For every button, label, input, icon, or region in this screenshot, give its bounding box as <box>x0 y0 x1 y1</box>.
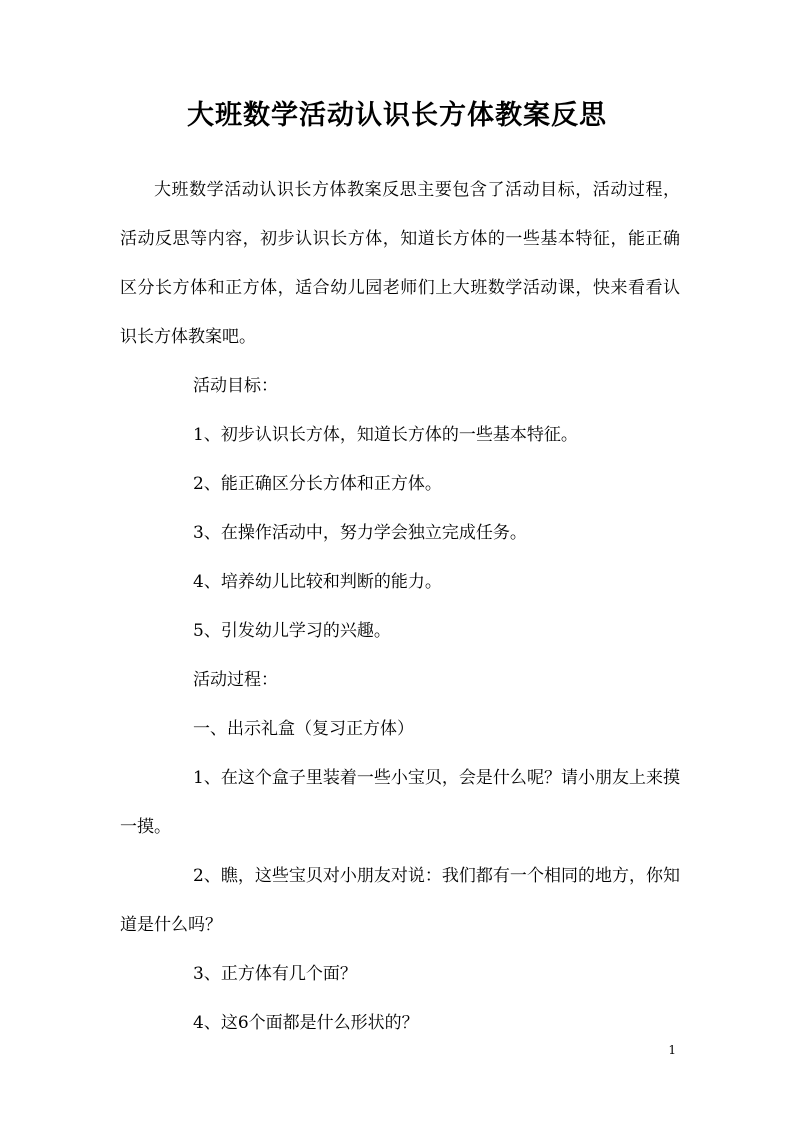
goal-item: 2、能正确区分长方体和正方体。 <box>193 474 442 494</box>
process-subheading: 一、出示礼盒（复习正方体） <box>193 719 414 739</box>
section-heading-process: 活动过程： <box>193 670 278 690</box>
process-step: 4、这6个面都是什么形状的？ <box>193 1013 419 1033</box>
page-number: 1 <box>668 1043 676 1057</box>
process-step: 3、正方体有几个面？ <box>193 964 357 984</box>
goal-item: 5、引发幼儿学习的兴趣。 <box>193 621 391 641</box>
process-step: 1、在这个盒子里装着一些小宝贝，会是什么呢？请小朋友上来摸一摸。 <box>120 768 680 837</box>
document-body <box>120 166 680 1048</box>
intro-paragraph: 大班数学活动认识长方体教案反思主要包含了活动目标，活动过程，活动反思等内容，初步认识长方体，知道长方体的一些基本特征，能正确区分长方体和正方体，适合幼儿园老师们上大班数学活动课，快来看看认识长方体教案吧。 <box>120 180 680 347</box>
document-title: 大班数学活动认识长方体教案反思 <box>187 100 607 131</box>
process-step: 2、瞧，这些宝贝对小朋友对说：我们都有一个相同的地方，你知道是什么吗？ <box>120 866 680 935</box>
goal-item: 3、在操作活动中，努力学会独立完成任务。 <box>193 523 527 543</box>
goal-item: 1、初步认识长方体，知道长方体的一些基本特征。 <box>193 425 578 445</box>
goal-item: 4、培养幼儿比较和判断的能力。 <box>193 572 442 592</box>
section-heading-goals: 活动目标： <box>193 376 278 396</box>
